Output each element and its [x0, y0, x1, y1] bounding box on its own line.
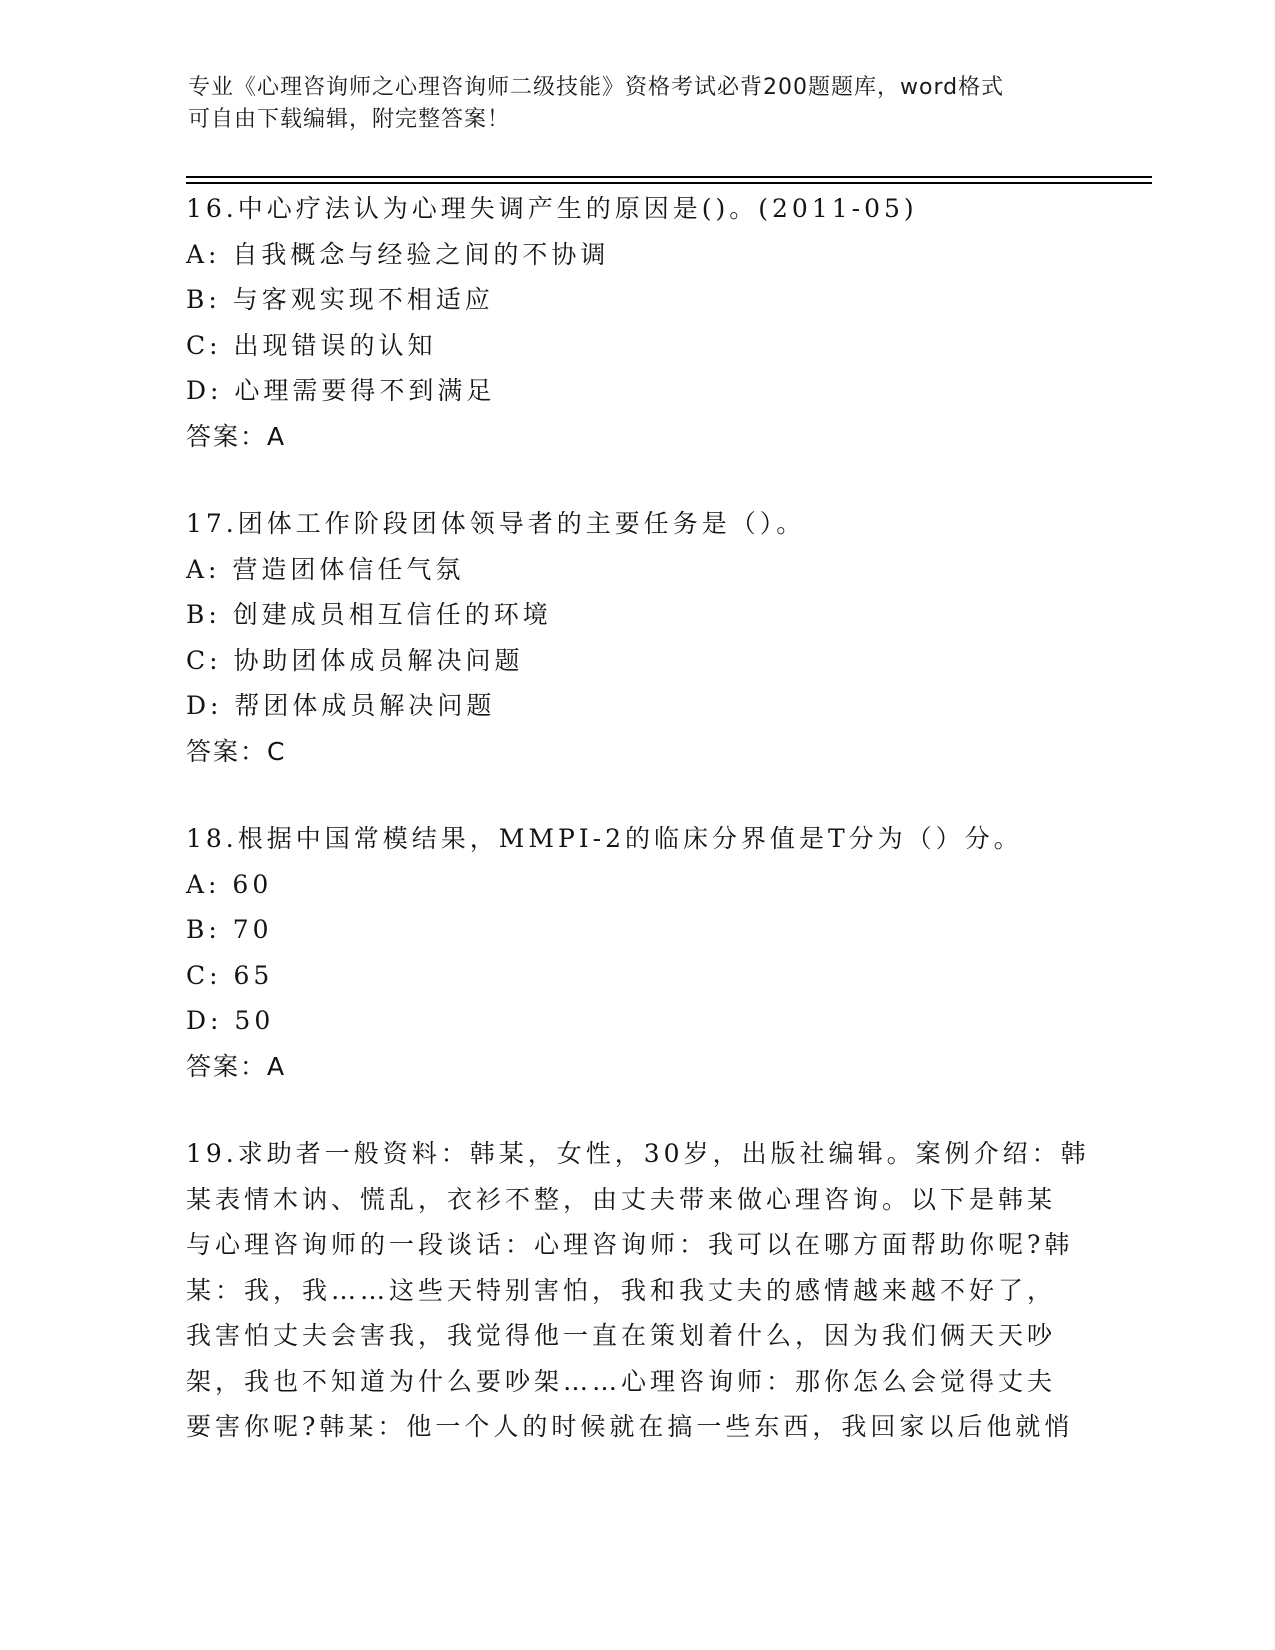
question-16 — [186, 186, 1086, 459]
option-d: D: 心理需要得不到满足 — [186, 376, 496, 405]
option-a: A: 自我概念与经验之间的不协调 — [186, 239, 610, 269]
question-stem: 17.团体工作阶段团体领导者的主要任务是（）。 — [186, 509, 806, 538]
question-stem: 18.根据中国常模结果，MMPI-2的临床分界值是T分为（）分。 — [186, 824, 1023, 853]
option-c: C: 出现错误的认知 — [186, 330, 437, 360]
option-a: A: 60 — [186, 869, 273, 899]
case-text-line: 要害你呢?韩某：他一个人的时候就在搞一些东西，我回家以后他就悄 — [186, 1412, 1074, 1441]
question-17 — [186, 501, 1086, 774]
case-text-line: 架，我也不知道为什么要吵架……心理咨询师：那你怎么会觉得丈夫 — [186, 1366, 1057, 1396]
question-stem: 16.中心疗法认为心理失调产生的原因是()。(2011-05) — [186, 194, 918, 223]
option-d: D: 50 — [186, 1006, 275, 1035]
option-b: B: 与客观实现不相适应 — [186, 285, 494, 314]
question-18 — [186, 816, 1086, 1089]
question-list — [186, 186, 1090, 1450]
case-text-line: 我害怕丈夫会害我，我觉得他一直在策划着什么，因为我们俩天天吵 — [186, 1321, 1057, 1350]
option-b: B: 创建成员相互信任的环境 — [186, 600, 552, 629]
question-19 — [186, 1131, 1090, 1450]
question-spacer — [186, 774, 1086, 816]
header-line-2: 可自由下载编辑，附完整答案！ — [188, 107, 511, 132]
answer-label: 答案：A — [186, 421, 287, 451]
header-divider-top — [186, 176, 1152, 178]
header-line-1: 专业《心理咨询师之心理咨询师二级技能》资格考试必背200题题库，word格式 — [188, 75, 1005, 100]
question-spacer — [186, 459, 1086, 501]
question-spacer — [186, 1089, 1086, 1131]
case-text-line: 与心理咨询师的一段谈话：心理咨询师：我可以在哪方面帮助你呢?韩 — [186, 1230, 1074, 1259]
header-divider-bottom — [186, 182, 1152, 184]
option-b: B: 70 — [186, 915, 273, 944]
case-text-line: 某表情木讷、慌乱，衣衫不整，由丈夫带来做心理咨询。以下是韩某 — [186, 1184, 1057, 1214]
option-a: A: 营造团体信任气氛 — [186, 554, 465, 584]
case-text-line: 某：我，我……这些天特别害怕，我和我丈夫的感情越来越不好了， — [186, 1275, 1057, 1305]
option-c: C: 65 — [186, 960, 274, 990]
option-c: C: 协助团体成员解决问题 — [186, 645, 524, 675]
option-d: D: 帮团体成员解决问题 — [186, 691, 496, 720]
document-header — [188, 72, 1068, 136]
answer-label: 答案：C — [186, 736, 287, 766]
answer-label: 答案：A — [186, 1051, 287, 1081]
case-text-line: 19.求助者一般资料：韩某，女性，30岁，出版社编辑。案例介绍：韩 — [186, 1139, 1090, 1168]
